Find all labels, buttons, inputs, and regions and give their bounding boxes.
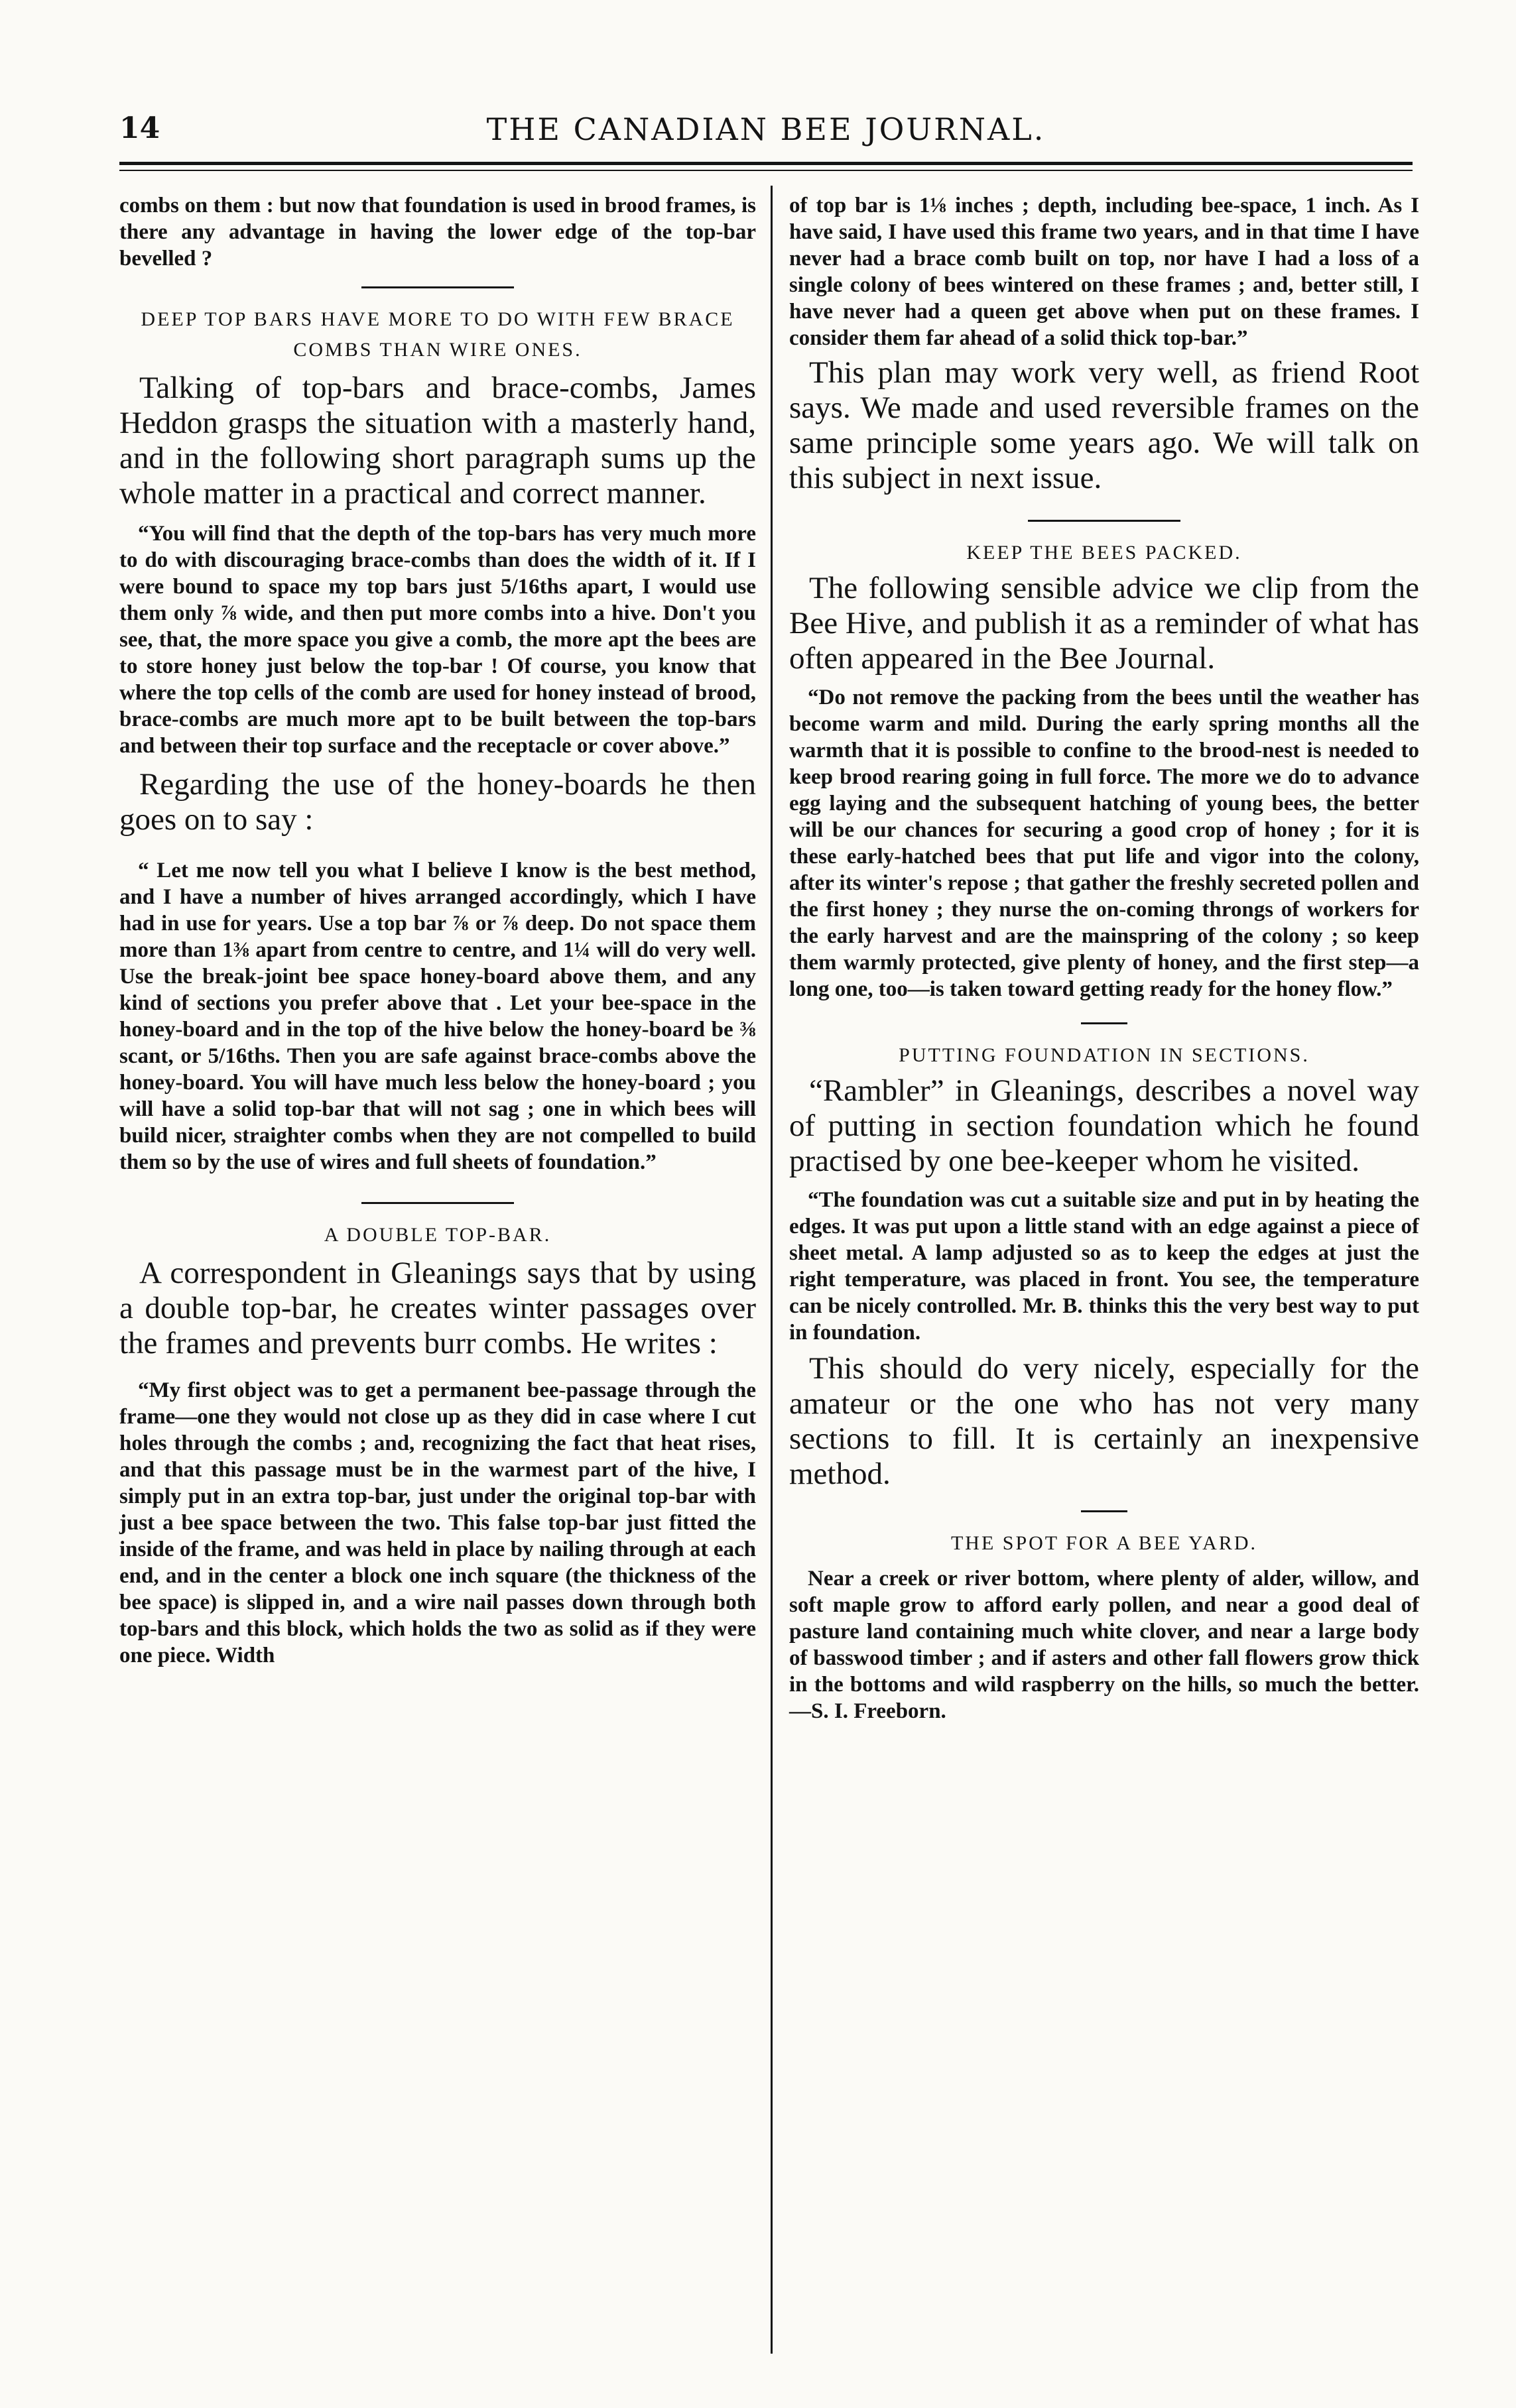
page-number: 14 [119,111,160,145]
right-column [789,192,1419,1724]
section-heading-keep-bees-packed: KEEP THE BEES PACKED. [966,542,1242,564]
section-heading-deep-top-bars: DEEP TOP BARS HAVE MORE TO DO WITH FEW BRACE COMBS THAN WIRE ONES. [141,308,735,361]
continued-quote: of top bar is 1⅛ inches ; depth, including bee-space, 1 inch. As I have said, I have used this frame two years, and in that time I have never had a brace comb built on top, nor have I had a loss of a single colony of bees wintered on these frames ; and, better still, I have never had a queen get above when put on these frames. I consider them far ahead of a solid thick top-bar.” [789,194,1419,350]
correspondent-quote: “My first object was to get a permanent bee-passage through the frame—one they would not close up as they did in case where I cut holes through the combs ; and, recognizing the fact that heat rises, and that this passage must be in the warmest part of the hive, I simply put in an extra top-bar, just under the original top-bar with just a bee space between the two. This false top-bar just fitted the inside of the frame, and was held in place by nailing through at each end, and in the center a block one inch square (the thickness of the bee space) is slipped in, and a wire nail passes down through both top-bars and this block, which holds the two as solid as if they were one piece. Width [119,1378,756,1667]
section-lead-paragraph: “Rambler” in Gleanings, describes a novel way of putting in section foundation which he found practised by one bee-keeper whom he visited. [789,1073,1419,1178]
header-rule-thin [119,170,1413,171]
honey-boards-intro: Regarding the use of the honey-boards he then goes on to say : [119,767,756,837]
section-lead-paragraph: A correspondent in Gleanings says that by using a double top-bar, he creates winter passages over the frames and prevents burr combs. He writes : [119,1256,756,1360]
bee-yard-paragraph: Near a creek or river bottom, where plenty of alder, willow, and soft maple grow to afford early pollen, and near a good deal of pasture land containing much white clover, and near a large body of basswood timber ; and if asters and other fall flowers grow thick in the bottoms and wild raspberry on the hills, so much the better.—S. I. Freeborn. [789,1567,1419,1723]
heddon-quote: “You will find that the depth of the top-bars has very much more to do with discouraging brace-combs than does the width of it. If I were bound to space my top bars just 5/16ths apart, I would use them only ⅞ wide, and then put more combs into a hive. Don't you see, that, the more space you give a comb, the more apt the bees are to store honey just below the top-bar ! Of course, you know that where the top cells of the comb are used for honey instead of brood, brace-combs are much more apt to be built between the top-bars and between their top surface and the receptacle or cover above.” [119,522,756,758]
editor-comment: This should do very nicely, especially for the amateur or the one who has not very many sections to fill. It is certainly an inexpensive method. [789,1351,1419,1491]
section-heading-double-top-bar: A DOUBLE TOP-BAR. [324,1224,552,1246]
intro-paragraph: combs on them : but now that foundation is used in brood frames, is there any advantage in having the lower edge of the top-bar bevelled ? [119,194,756,271]
section-lead-paragraph: The following sensible advice we clip from the Bee Hive, and publish it as a reminder of what has often appeared in the Bee Journal. [789,571,1419,676]
page-header [119,111,1413,158]
editor-comment: This plan may work very well, as friend Root says. We made and used reversible frames on the same principle some years ago. We will talk on this subject in next issue. [789,355,1419,495]
journal-title: THE CANADIAN BEE JOURNAL. [486,111,1046,147]
section-separator [1081,1022,1127,1024]
bee-hive-quote: “Do not remove the packing from the bees until the weather has become warm and mild. During the early spring months all the warmth that it is possible to confine to the brood-nest is needed to keep brood rearing going in full force. The more we do to advance egg laying and the subsequent hatching of young bees, the better will be our chances for securing a good crop of honey ; for it is these early-hatched bees that put life and vigor into the colony, after its winter's repose ; that gather the freshly secreted pollen and the first honey ; they nurse the on-coming throngs of workers for the early harvest and are the mainspring of the colony ; so keep them warmly protected, give plenty of honey, and the first step—a long one, too—is taken toward getting ready for the honey flow.” [789,686,1419,1001]
left-column [119,192,756,1669]
section-heading-putting-foundation: PUTTING FOUNDATION IN SECTIONS. [899,1044,1310,1066]
section-separator [361,1202,514,1204]
section-separator [1081,1510,1127,1512]
section-separator [1028,520,1180,522]
header-rule-thick [119,162,1413,165]
section-separator [361,286,514,288]
section-lead-paragraph: Talking of top-bars and brace-combs, James Heddon grasps the situation with a masterly hand, and in the following short paragraph sums up the whole matter in a practical and correct manner. [119,371,756,511]
rambler-quote: “The foundation was cut a suitable size and put in by heating the edges. It was put upon a little stand with an edge against a piece of sheet metal. A lamp adjusted so as to keep the edges at just the right temperature, was placed in front. You see, the temperature can be nicely controlled. Mr. B. thinks this the very best way to put in foundation. [789,1188,1419,1345]
section-heading-bee-yard: THE SPOT FOR A BEE YARD. [950,1532,1258,1554]
heddon-quote-2: “ Let me now tell you what I believe I know is the best method, and I have a number of hives arranged accordingly, which I have had in use for years. Use a top bar ⅞ or ⅞ deep. Do not space them more than 1⅜ apart from centre to centre, and 1¼ will do very well. Use the break-joint bee space honey-board above them, and any kind of sections you prefer above that . Let your bee-space in the honey-board and in the top of the hive below the honey-board be ⅜ scant, or 5/16ths. Then you are safe against brace-combs above the honey-board. You will have much less below the honey-board ; you will have a solid top-bar that will not sag ; one in which bees will build nicer, straighter combs when they are not compelled to build them so by the use of wires and full sheets of foundation.” [119,859,756,1174]
column-divider [771,186,773,2354]
